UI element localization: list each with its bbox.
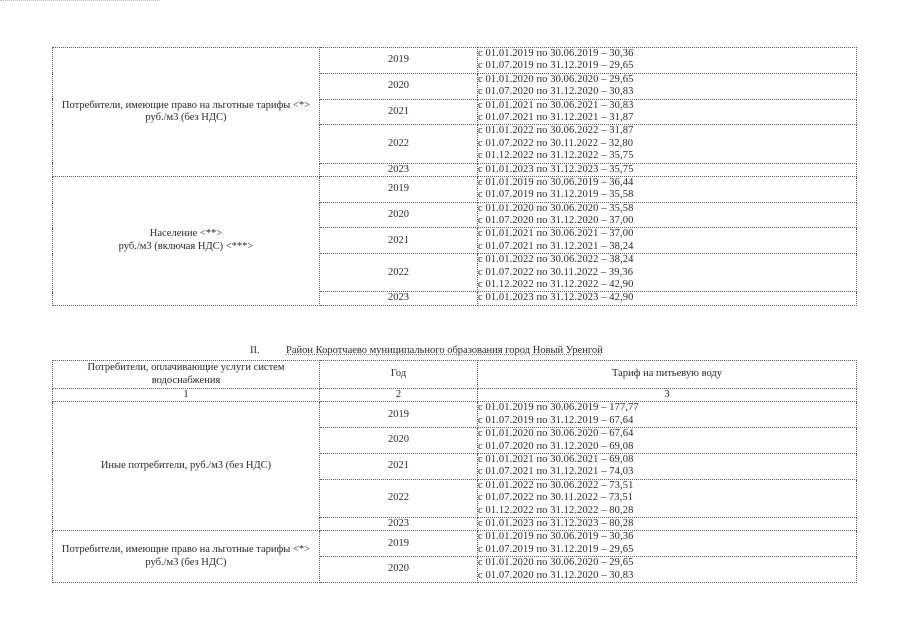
tariff-line: с 01.01.2021 по 30.06.2021 – 69,08	[478, 453, 634, 465]
year-cell: 2021	[320, 228, 478, 254]
tariff-cell	[478, 531, 857, 557]
tariff-cell	[478, 428, 857, 454]
year-cell: 2019	[320, 176, 478, 202]
section-heading	[52, 345, 856, 359]
tariff-line: с 01.01.2020 по 30.06.2020 – 29,65	[478, 557, 634, 569]
tariff-line: с 01.01.2022 по 30.06.2022 – 38,24	[478, 254, 634, 266]
tariff-line: с 01.12.2022 по 31.12.2022 – 35,75	[478, 150, 634, 162]
consumer-line: Население <**>	[149, 228, 223, 240]
tariff-cell	[478, 517, 857, 530]
tariff-line: с 01.01.2020 по 30.06.2020 – 35,58	[478, 202, 634, 214]
tariff-cell	[478, 228, 857, 254]
tariff-line: с 01.07.2021 по 31.12.2021 – 74,03	[478, 466, 634, 478]
tariff-cell	[478, 202, 857, 228]
tariff-cell	[478, 254, 857, 292]
tariff-line: с 01.01.2023 по 31.12.2023 – 42,90	[478, 292, 634, 304]
tariff-cell	[478, 73, 857, 99]
tariff-line: с 01.01.2020 по 30.06.2020 – 67,64	[478, 428, 634, 440]
tariff-line: с 01.07.2020 по 31.12.2020 – 30,83	[478, 569, 634, 581]
tariff-cell	[478, 292, 857, 305]
consumer-line: руб./м3 (включая НДС) <***>	[118, 240, 254, 252]
table-row	[53, 48, 857, 74]
tariff-line: с 01.07.2022 по 30.11.2022 – 32,80	[478, 137, 634, 149]
table-number-row	[53, 389, 857, 402]
year-cell: 2019	[320, 402, 478, 428]
table-row	[53, 402, 857, 428]
year-cell: 2023	[320, 292, 478, 305]
consumer-cell: Потребители, имеющие право на льготные тарифы <*> руб./м3 (без НДС)	[53, 531, 320, 583]
tariff-cell	[478, 402, 857, 428]
year-cell: 2019	[320, 531, 478, 557]
year-cell: 2022	[320, 125, 478, 163]
tariff-line: с 01.01.2021 по 30.06.2021 – 37,00	[478, 228, 634, 240]
scan-artifact	[0, 0, 160, 7]
tariff-line: с 01.07.2020 по 31.12.2020 – 37,00	[478, 215, 634, 227]
tariff-cell	[478, 125, 857, 163]
column-number: 2	[320, 389, 478, 402]
table-header-row	[53, 361, 857, 389]
tariff-cell	[478, 176, 857, 202]
tariff-line: с 01.01.2019 по 30.06.2019 – 30,36	[478, 48, 634, 59]
tariff-table-continued	[52, 47, 857, 306]
tariff-cell	[478, 479, 857, 517]
year-cell: 2022	[320, 254, 478, 292]
tariff-line: с 01.01.2019 по 30.06.2019 – 30,36	[478, 531, 634, 543]
tariff-cell	[478, 99, 857, 125]
tariff-line: с 01.07.2021 по 31.12.2021 – 38,24	[478, 240, 634, 252]
year-cell: 2020	[320, 73, 478, 99]
year-cell: 2019	[320, 48, 478, 74]
tariff-line: с 01.07.2021 по 31.12.2021 – 31,87	[478, 111, 634, 123]
tariff-line: с 01.01.2022 по 30.06.2022 – 73,51	[478, 479, 634, 491]
tariff-cell	[478, 453, 857, 479]
year-cell: 2020	[320, 202, 478, 228]
tariff-line: с 01.01.2019 по 30.06.2019 – 177,77	[478, 402, 639, 414]
tariff-cell	[478, 557, 857, 583]
year-cell: 2020	[320, 557, 478, 583]
tariff-line: с 01.01.2019 по 30.06.2019 – 36,44	[478, 176, 634, 188]
year-cell: 2020	[320, 428, 478, 454]
year-cell: 2021	[320, 453, 478, 479]
column-number: 3	[478, 389, 857, 402]
tariff-line: с 01.07.2022 по 30.11.2022 – 39,36	[478, 266, 634, 278]
tariff-line: с 01.12.2022 по 31.12.2022 – 42,90	[478, 279, 634, 291]
column-number: 1	[53, 389, 320, 402]
year-cell: 2023	[320, 517, 478, 530]
consumer-cell: Иные потребители, руб./м3 (без НДС)	[53, 402, 320, 531]
tariff-cell	[478, 48, 857, 74]
tariff-line: с 01.07.2019 по 31.12.2019 – 35,58	[478, 189, 634, 201]
tariff-line: с 01.07.2020 по 31.12.2020 – 30,83	[478, 86, 634, 98]
section-number: II.	[250, 345, 260, 356]
tariff-line: с 01.12.2022 по 31.12.2022 – 80,28	[478, 504, 634, 516]
tariff-line: с 01.07.2019 по 31.12.2019 – 29,65	[478, 60, 634, 72]
tariff-table-korotchaevo	[52, 360, 857, 583]
tariff-line: с 01.01.2020 по 30.06.2020 – 29,65	[478, 73, 634, 85]
tariff-cell	[478, 163, 857, 176]
tariff-line: с 01.07.2022 по 30.11.2022 – 73,51	[478, 492, 634, 504]
header-tariff: Тариф на питьевую воду	[478, 361, 857, 389]
table-row	[53, 176, 857, 202]
consumer-cell	[53, 176, 320, 305]
header-year: Год	[320, 361, 478, 389]
tariff-line: с 01.01.2022 по 30.06.2022 – 31,87	[478, 125, 634, 137]
tariff-line: с 01.01.2021 по 30.06.2021 – 30,83	[478, 99, 634, 111]
header-consumers: Потребители, оплачивающие услуги систем водоснабжения	[53, 361, 320, 389]
consumer-cell: Потребители, имеющие право на льготные тарифы <*> руб./м3 (без НДС)	[53, 48, 320, 177]
year-cell: 2022	[320, 479, 478, 517]
tariff-line: с 01.01.2023 по 31.12.2023 – 35,75	[478, 163, 634, 175]
tariff-line: с 01.01.2023 по 31.12.2023 – 80,28	[478, 517, 634, 529]
year-cell: 2021	[320, 99, 478, 125]
tariff-line: с 01.07.2019 по 31.12.2019 – 67,64	[478, 414, 634, 426]
tariff-line: с 01.07.2019 по 31.12.2019 – 29,65	[478, 543, 634, 555]
section-title: Район Коротчаево муниципального образования город Новый Уренгой	[286, 345, 603, 356]
year-cell: 2023	[320, 163, 478, 176]
table-row	[53, 531, 857, 557]
tariff-line: с 01.07.2020 по 31.12.2020 – 69,08	[478, 440, 634, 452]
